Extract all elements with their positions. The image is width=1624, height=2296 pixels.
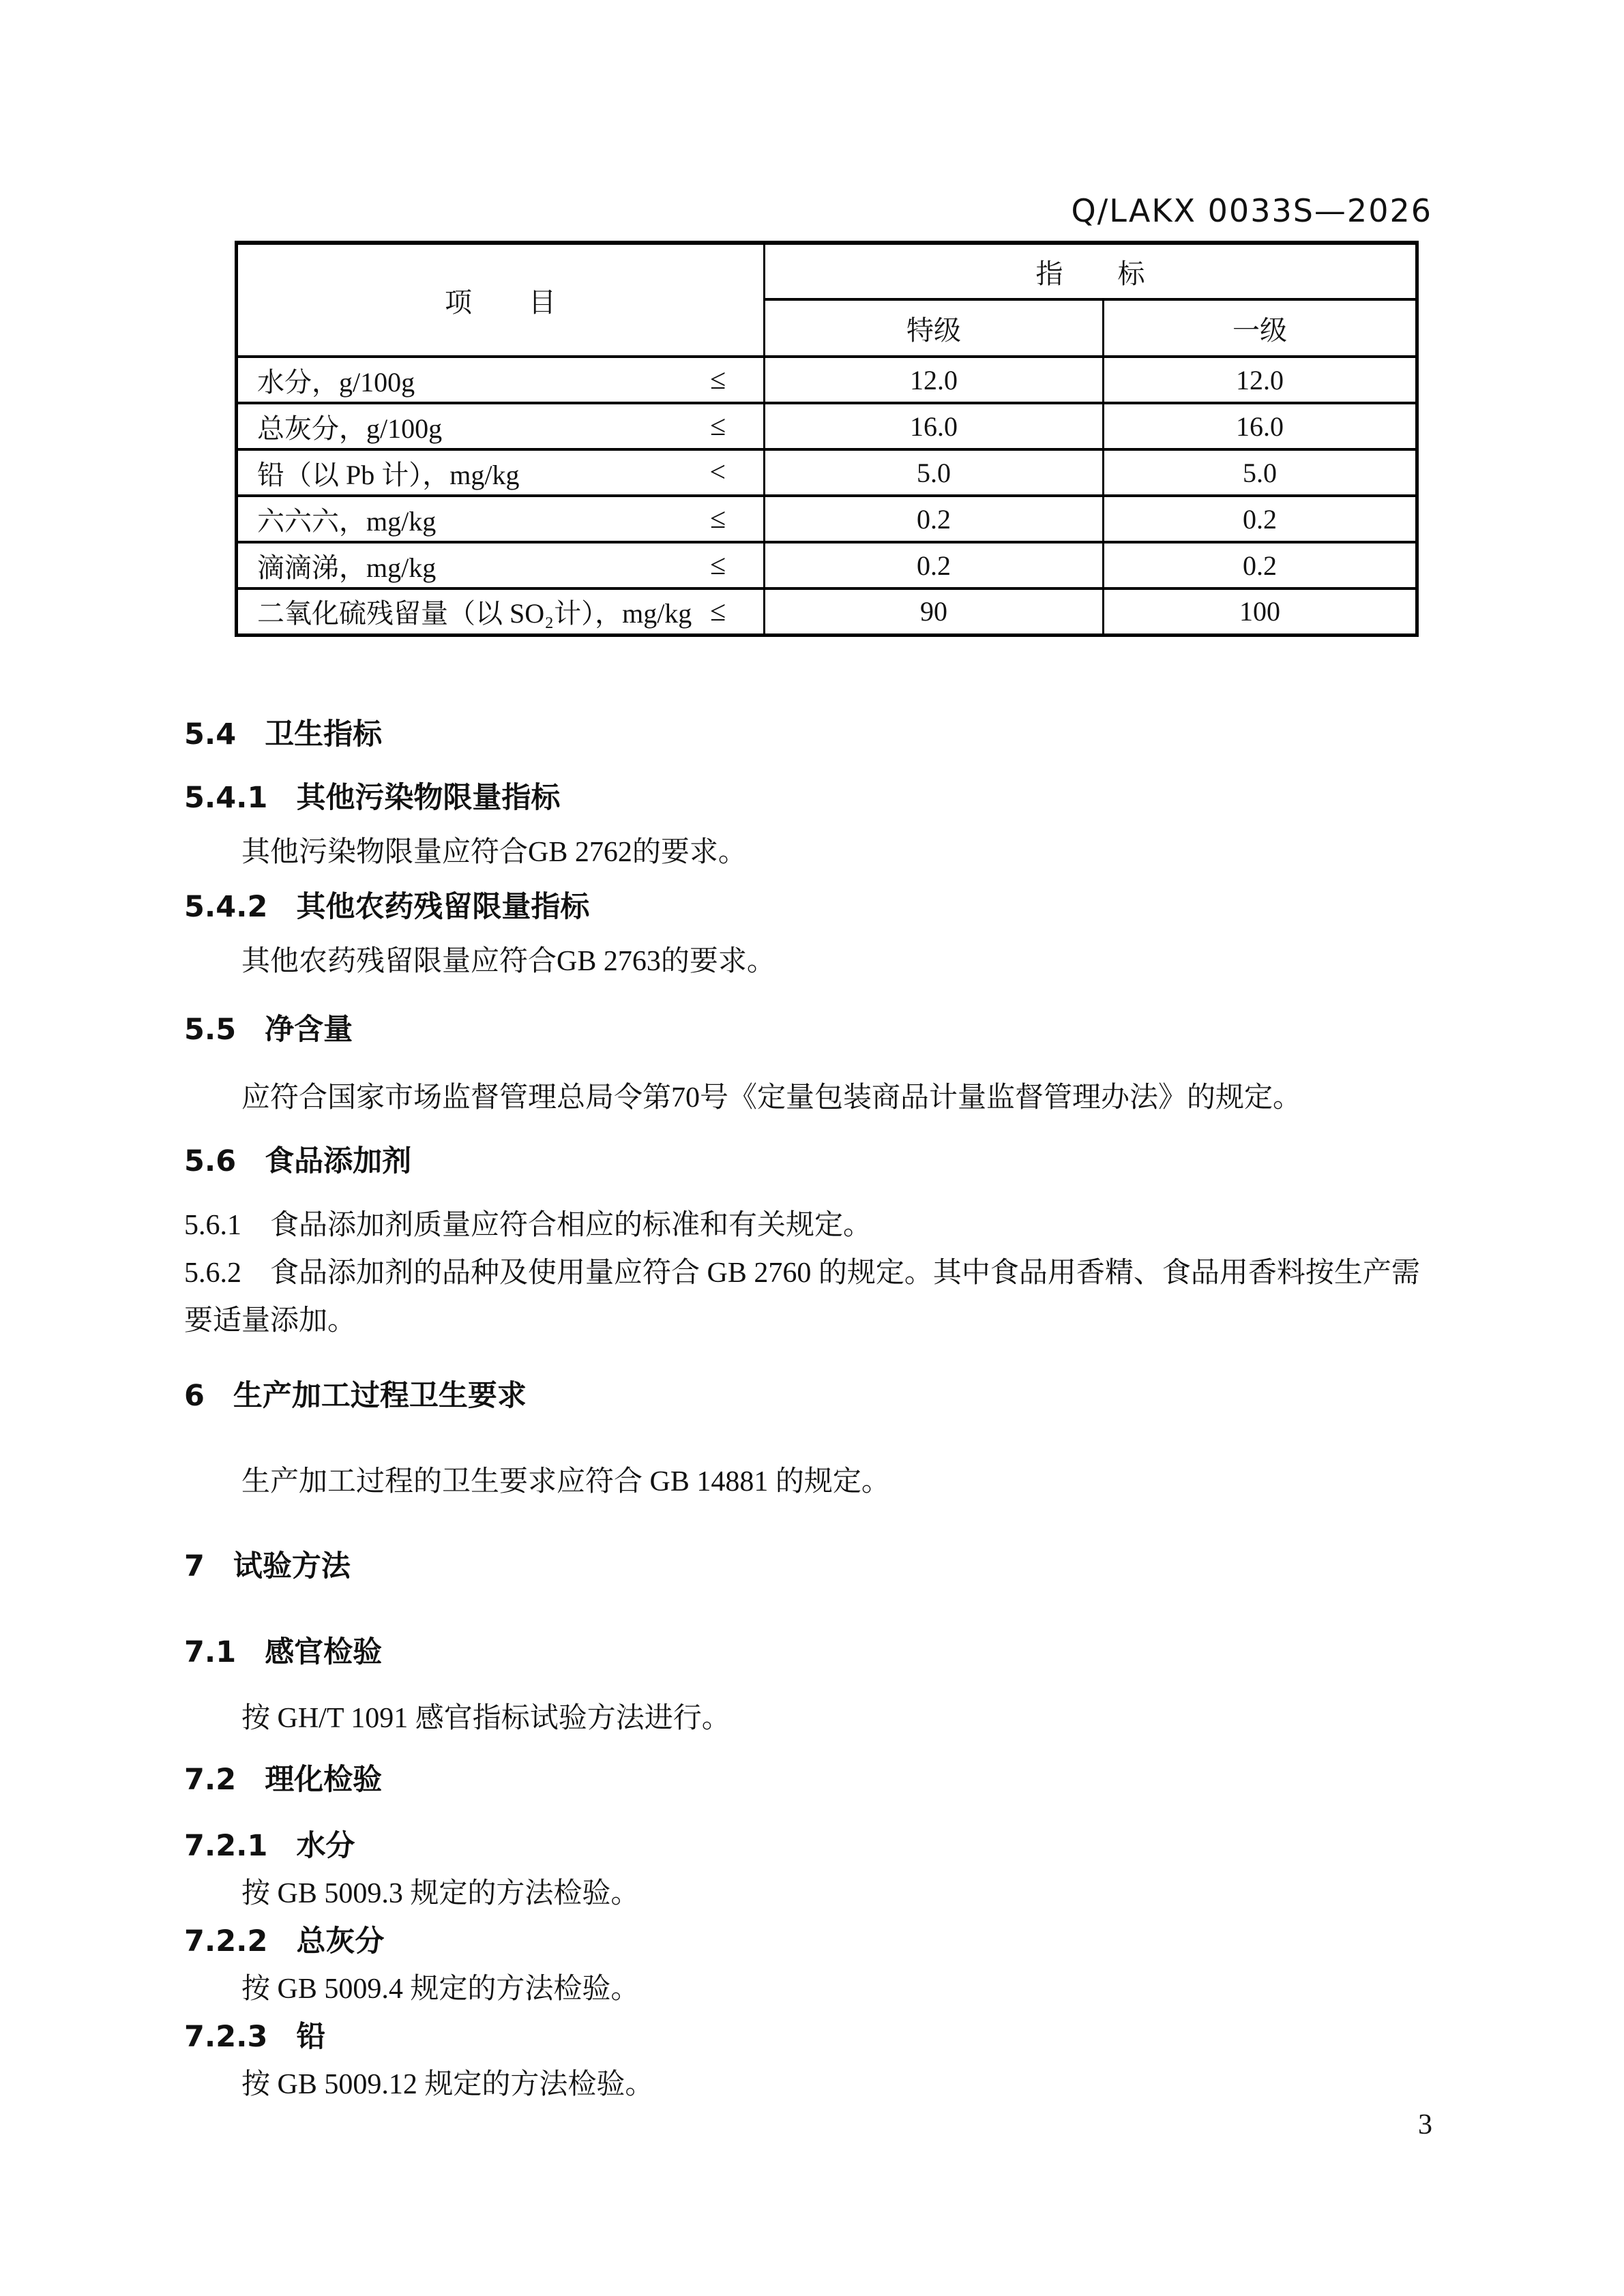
value-special: 5.0 — [765, 449, 1104, 496]
clause-number: 5.6.1 — [184, 1209, 241, 1241]
heading-number: 6 — [184, 1378, 205, 1413]
value-first: 0.2 — [1104, 496, 1417, 542]
heading-number: 7.2.1 — [184, 1828, 268, 1863]
clause-number: 5.6.2 — [184, 1257, 241, 1289]
page-content — [184, 241, 1440, 2108]
comparison-operator: ≤ — [709, 550, 726, 581]
clause-5-6-2 — [184, 1249, 1440, 1345]
value-first: 16.0 — [1104, 403, 1417, 449]
standard-code-header: Q/LAKX 0033S—2026 — [1071, 192, 1432, 229]
section-heading-7-2-1 — [184, 1822, 1440, 1870]
paragraph-gb14881: 生产加工过程的卫生要求应符合 GB 14881 的规定。 — [241, 1465, 890, 1497]
value-special: 12.0 — [765, 357, 1104, 403]
table-header-item: 项 目 — [237, 243, 765, 357]
heading-title: 总灰分 — [296, 1924, 385, 1958]
heading-title: 水分 — [296, 1828, 355, 1863]
section-heading-5-4-2 — [184, 883, 1440, 931]
value-special: 16.0 — [765, 403, 1104, 449]
item-name: 铅（以 Pb 计），mg/kg — [257, 459, 520, 490]
paragraph-ght1091: 按 GH/T 1091 感官指标试验方法进行。 — [241, 1702, 730, 1734]
value-first: 0.2 — [1104, 542, 1417, 588]
value-special: 90 — [765, 588, 1104, 635]
heading-title: 食品添加剂 — [265, 1144, 412, 1178]
item-name: 滴滴涕，mg/kg — [257, 552, 437, 583]
heading-number: 7.2 — [184, 1762, 237, 1797]
value-special: 0.2 — [765, 542, 1104, 588]
section-heading-5-4-1 — [184, 774, 1440, 822]
clause-text: 食品添加剂质量应符合相应的标准和有关规定。 — [270, 1209, 872, 1241]
heading-title: 生产加工过程卫生要求 — [233, 1378, 527, 1413]
paragraph-gb5009-12: 按 GB 5009.12 规定的方法检验。 — [241, 2068, 654, 2100]
item-name: 六六六，mg/kg — [257, 505, 437, 537]
heading-number: 5.6 — [184, 1144, 237, 1178]
heading-title: 铅 — [296, 2019, 326, 2054]
section-heading-7-2 — [184, 1756, 1440, 1804]
heading-title: 其他农药残留限量指标 — [296, 889, 590, 924]
section-heading-7-2-2 — [184, 1918, 1440, 1965]
row-item-cell — [237, 542, 765, 588]
heading-title: 卫生指标 — [265, 717, 383, 751]
heading-number: 7.1 — [184, 1635, 237, 1669]
row-item-cell — [237, 588, 765, 635]
item-name: 水分，g/100g — [257, 366, 415, 398]
comparison-operator: ≤ — [709, 503, 726, 535]
section-heading-5-4 — [184, 711, 1440, 758]
heading-number: 7.2.3 — [184, 2019, 268, 2054]
section-heading-7-1 — [184, 1628, 1440, 1676]
paragraph-gb5009-3: 按 GB 5009.3 规定的方法检验。 — [241, 1877, 640, 1909]
heading-number: 5.5 — [184, 1012, 237, 1047]
paragraph-gb5009-4: 按 GB 5009.4 规定的方法检验。 — [241, 1973, 640, 2005]
heading-title: 感官检验 — [265, 1635, 383, 1669]
section-heading-5-5 — [184, 1006, 1440, 1054]
table-header-row-1 — [237, 243, 1417, 299]
value-first: 12.0 — [1104, 357, 1417, 403]
heading-title: 试验方法 — [233, 1549, 351, 1583]
table-row — [237, 357, 1417, 403]
comparison-operator: ≤ — [709, 595, 726, 627]
value-first: 100 — [1104, 588, 1417, 635]
comparison-operator: ≤ — [709, 364, 726, 396]
item-name: 二氧化硫残留量（以 SO₂计），mg/kg — [257, 598, 692, 629]
heading-number: 5.4.1 — [184, 780, 268, 815]
clause-5-6-1 — [184, 1202, 1440, 1249]
heading-number: 7.2.2 — [184, 1924, 268, 1958]
paragraph-net-content: 应符合国家市场监督管理总局令第70号《定量包装商品计量监督管理办法》的规定。 — [241, 1082, 1302, 1114]
table-row — [237, 449, 1417, 496]
table-row — [237, 542, 1417, 588]
item-name: 总灰分，g/100g — [257, 413, 443, 444]
heading-number: 7 — [184, 1549, 205, 1583]
table-row — [237, 403, 1417, 449]
section-heading-7-2-3 — [184, 2013, 1440, 2061]
indicator-table — [235, 241, 1419, 637]
heading-number: 5.4.2 — [184, 889, 268, 924]
row-item-cell — [237, 496, 765, 542]
table-header-grade-special: 特级 — [765, 299, 1104, 357]
row-item-cell — [237, 449, 765, 496]
row-item-cell — [237, 403, 765, 449]
section-heading-6 — [184, 1372, 1440, 1420]
value-first: 5.0 — [1104, 449, 1417, 496]
table-header-indicator: 指 标 — [765, 243, 1417, 299]
section-heading-7 — [184, 1542, 1440, 1590]
table-header-grade-first: 一级 — [1104, 299, 1417, 357]
clause-text: 食品添加剂的品种及使用量应符合 GB 2760 的规定。其中食品用香精、食品用香料按生产需要适量添加。 — [184, 1257, 1420, 1337]
comparison-operator: < — [709, 457, 726, 488]
row-item-cell — [237, 357, 765, 403]
heading-title: 其他污染物限量指标 — [296, 780, 561, 815]
value-special: 0.2 — [765, 496, 1104, 542]
table-row — [237, 588, 1417, 635]
heading-title: 净含量 — [265, 1012, 353, 1047]
paragraph-gb2762: 其他污染物限量应符合GB 2762的要求。 — [241, 836, 747, 868]
section-heading-5-6 — [184, 1137, 1440, 1185]
paragraph-gb2763: 其他农药残留限量应符合GB 2763的要求。 — [241, 945, 776, 977]
page-number: 3 — [1418, 2109, 1432, 2141]
table-row — [237, 496, 1417, 542]
comparison-operator: ≤ — [709, 411, 726, 442]
heading-number: 5.4 — [184, 717, 237, 751]
heading-title: 理化检验 — [265, 1762, 383, 1797]
